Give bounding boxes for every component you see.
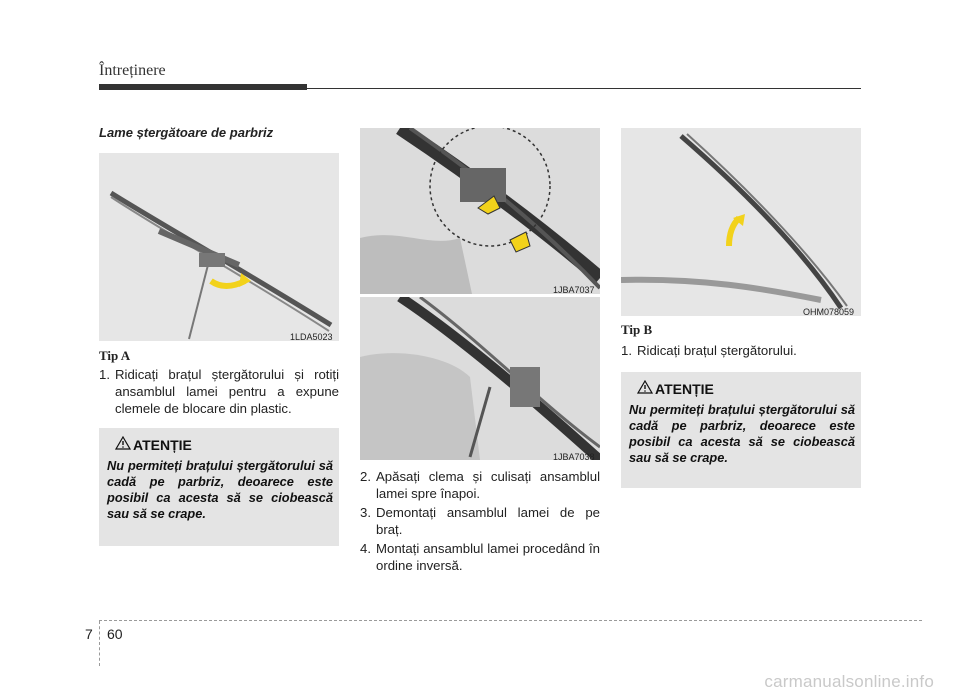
step-number: 1. xyxy=(621,343,632,358)
tip-b-heading: Tip B xyxy=(621,322,653,337)
step-item xyxy=(621,342,861,360)
footer-divider xyxy=(99,621,100,666)
wiper-blade-illustration xyxy=(99,153,339,341)
caution-title: ATENȚIE xyxy=(133,437,192,453)
raise-arrow-icon xyxy=(729,218,739,246)
wiper-raise-illustration xyxy=(621,128,861,316)
step-number: 1. xyxy=(99,367,110,382)
step-item xyxy=(360,468,600,502)
step-item xyxy=(360,504,600,538)
warning-icon xyxy=(637,380,653,399)
figure-remove-blade xyxy=(360,297,600,460)
wiper-clip-illustration xyxy=(360,128,600,294)
figure-code: 1JBA7038 xyxy=(553,452,595,462)
figure-wiper-type-a xyxy=(99,153,339,341)
step-number: 2. xyxy=(360,469,371,484)
header-rule-thin xyxy=(99,88,861,89)
warning-icon xyxy=(115,436,131,455)
step-text: Apăsați clema și culisați ansamblul lamei spre înapoi. xyxy=(376,469,600,501)
figure-code: 1JBA7037 xyxy=(553,285,595,295)
page-number: 60 xyxy=(107,626,123,642)
step-text: Demontați ansamblul lamei de pe braț. xyxy=(376,505,600,537)
figure-code: OHM078059 xyxy=(803,307,855,317)
step-number: 4. xyxy=(360,541,371,556)
caution-body: Nu permiteți brațului ștergătorului să cadă pe parbriz, deoarece este posibil ca acesta să se ciobească sau să se crape. xyxy=(107,458,333,521)
step-item xyxy=(360,540,600,574)
caution-box xyxy=(99,428,339,546)
caution-box xyxy=(621,372,861,488)
footer-rule xyxy=(99,620,922,621)
step-number: 3. xyxy=(360,505,371,520)
figure-press-clip xyxy=(360,128,600,294)
wiper-remove-illustration xyxy=(360,297,600,460)
section-title: Lame ștergătoare de parbriz xyxy=(99,125,274,140)
page-header-title: Întreținere xyxy=(99,62,166,79)
step-text: Ridicați brațul ștergătorului. xyxy=(637,343,797,358)
step-text: Montați ansamblul lamei procedând în ordine inversă. xyxy=(376,541,600,573)
chapter-number: 7 xyxy=(85,626,93,642)
caution-body: Nu permiteți brațului ștergătorului să cadă pe parbriz, deoarece este posibil ca acesta să se ciobească sau să se crape. xyxy=(629,402,855,465)
step-item xyxy=(99,366,339,420)
header-rule-thick xyxy=(99,84,307,90)
caution-title: ATENȚIE xyxy=(655,381,714,397)
figure-code: 1LDA5023 xyxy=(290,332,333,342)
figure-wiper-type-b xyxy=(621,128,861,316)
step-text: Ridicați brațul ștergătorului și rotiți ansamblul lamei pentru a expune clemele de blocare din plastic. xyxy=(115,367,339,416)
tip-a-heading: Tip A xyxy=(99,348,131,363)
watermark: carmanualsonline.info xyxy=(764,672,934,691)
